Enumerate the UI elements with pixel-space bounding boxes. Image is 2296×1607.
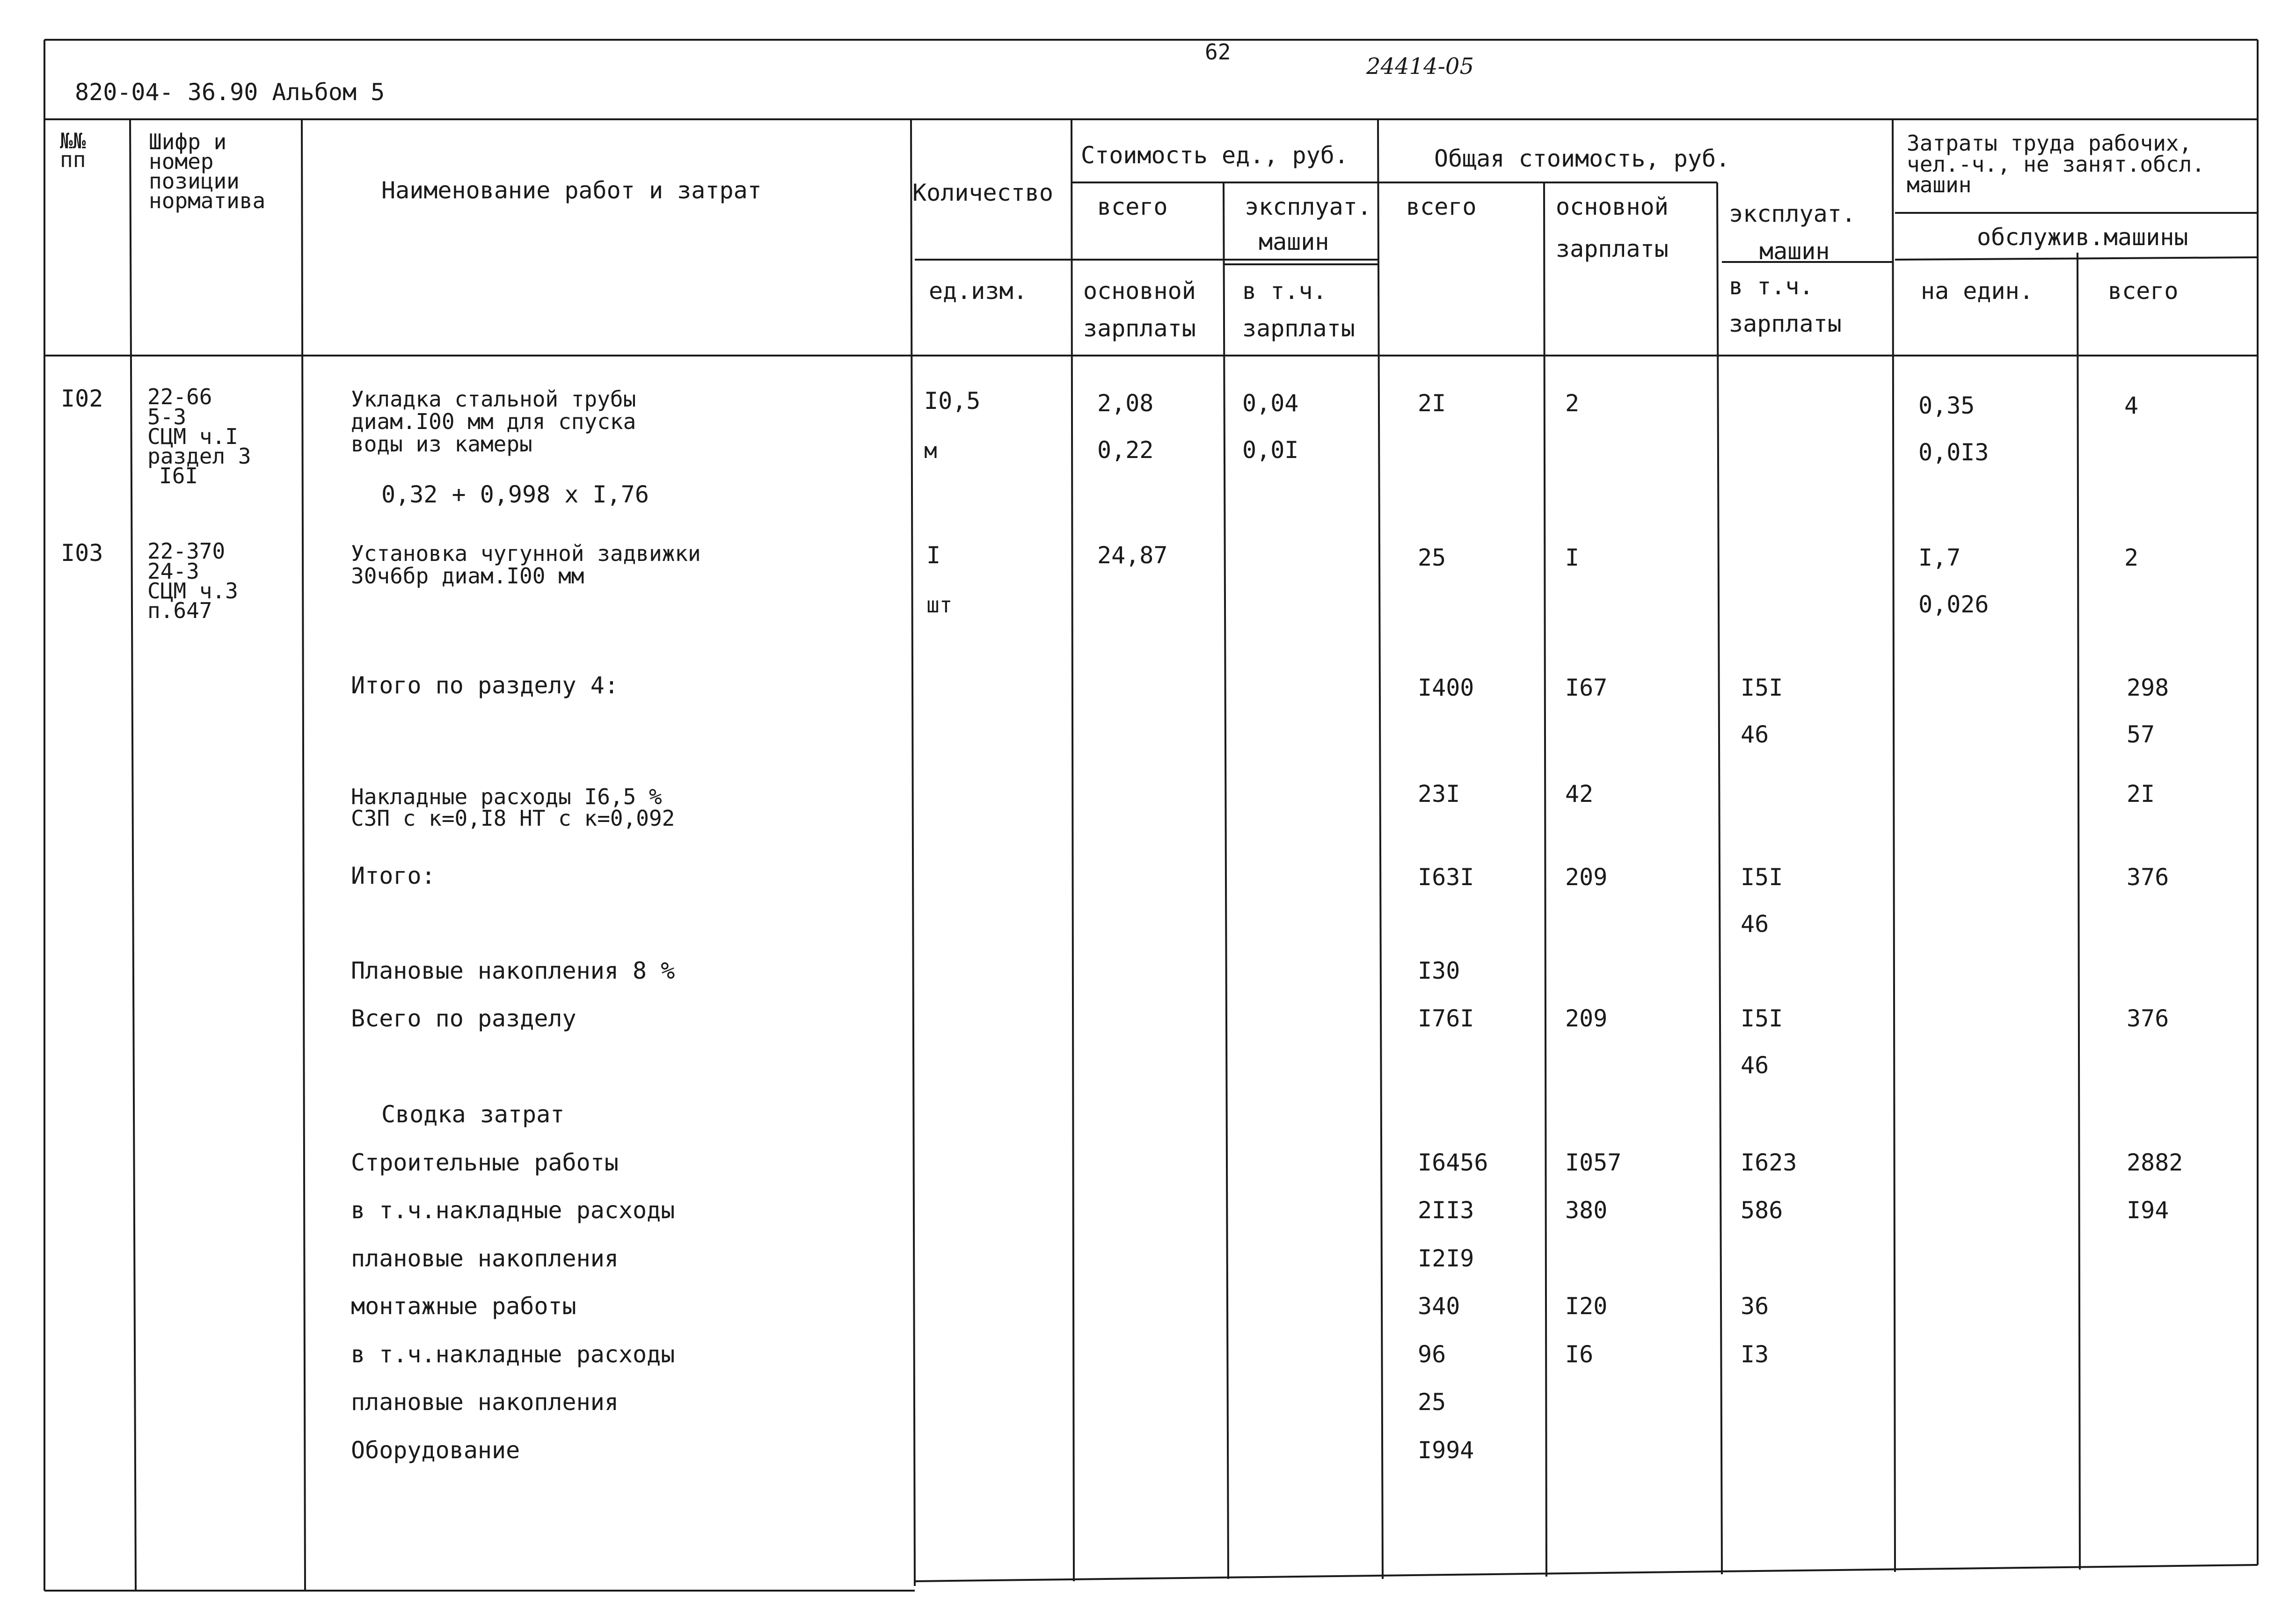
row-uc-mach: 0,04 [1242, 390, 1299, 417]
summary-mach-wage: 46 [1741, 1052, 1769, 1079]
row-code: СЦМ ч.3 [147, 578, 238, 604]
header-uc-mach: машин [1259, 228, 1329, 255]
svodka-total: I6456 [1418, 1149, 1488, 1176]
summary-mach: I5I [1741, 864, 1783, 891]
header-labor: чел.-ч., не занят.обсл. [1907, 152, 2205, 177]
row-code: 22-370 [147, 538, 226, 564]
handwritten-code: 24414-05 [1366, 53, 1474, 80]
row-name: Укладка стальной трубы [351, 386, 636, 412]
summary-label: Итого: [351, 862, 436, 889]
summary-mach: I5I [1741, 674, 1783, 701]
svodka-total: 96 [1418, 1341, 1446, 1368]
row-tc-wage: 2 [1565, 390, 1580, 417]
header-tc-wage: основной [1556, 193, 1669, 220]
row-unit: шт [926, 592, 953, 618]
svodka-mach: 36 [1741, 1293, 1769, 1320]
svodka-wage: I057 [1565, 1149, 1622, 1176]
header-labor-unit: на един. [1921, 277, 2034, 305]
row-name: диам.I00 мм для спуска [351, 409, 636, 434]
summary-total: I400 [1418, 674, 1474, 701]
header-uc-wage: основной [1083, 277, 1196, 305]
row-code: п.647 [147, 598, 212, 623]
summary-mach-wage: 46 [1741, 721, 1769, 748]
header-code: Шифр и [149, 129, 227, 154]
header-uc-mach: эксплуат. [1245, 193, 1371, 220]
header-labor-serv: обслужив.машины [1977, 224, 2188, 251]
summary-label: Накладные расходы I6,5 % [351, 784, 662, 809]
summary-labor: 376 [2127, 864, 2169, 891]
page-number: 62 [1205, 39, 1231, 65]
svodka-mach: I623 [1741, 1149, 1797, 1176]
svodka-label: плановые накопления [351, 1389, 619, 1416]
row-code: раздел 3 [147, 444, 251, 469]
summary-labor2: 57 [2127, 721, 2155, 748]
svodka-mach: 586 [1741, 1197, 1783, 1224]
row-uc-total: 2,08 [1097, 390, 1154, 417]
header-name: Наименование работ и затрат [381, 177, 762, 204]
summary-label: Итого по разделу 4: [351, 672, 619, 699]
header-total-cost: Общая стоимость, руб. [1434, 145, 1730, 172]
svodka-wage: I20 [1565, 1293, 1608, 1320]
summary-mach-wage: 46 [1741, 910, 1769, 938]
row-code: 24-3 [147, 559, 199, 584]
summary-total: 23I [1418, 780, 1460, 807]
svodka-wage: I6 [1565, 1341, 1594, 1368]
row-qty: I0,5 [924, 387, 981, 414]
header-uc-wage: зарплаты [1083, 315, 1196, 342]
row-code: I6I [159, 463, 198, 488]
summary-wage: 42 [1565, 780, 1594, 807]
header-labor-total: всего [2108, 277, 2179, 305]
header-qty: Количество [912, 179, 1054, 206]
header-num: пп [60, 147, 86, 172]
row-code: 5-3 [147, 404, 187, 429]
svodka-total: 2II3 [1418, 1197, 1474, 1224]
row-lab-unit: 0,35 [1918, 392, 1975, 419]
header-code: норматива [149, 188, 266, 213]
header-labor: машин [1907, 172, 1972, 197]
header-labor: Затраты труда рабочих, [1907, 131, 2192, 156]
row-name: воды из камеры [351, 431, 532, 457]
row-name: Установка чугунной задвижки [351, 541, 701, 566]
header-num: №№ [60, 128, 86, 153]
summary-label: Плановые накопления 8 % [351, 957, 675, 984]
summary-wage: I67 [1565, 674, 1608, 701]
row-lab-total: 4 [2124, 392, 2139, 419]
summary-label: Всего по разделу [351, 1005, 576, 1032]
svodka-total: 25 [1418, 1389, 1446, 1416]
header-uc-incl: в т.ч. [1242, 277, 1327, 305]
summary-wage: 209 [1565, 864, 1608, 891]
svodka-label: монтажные работы [351, 1293, 576, 1320]
summary-labor: 298 [2127, 674, 2169, 701]
row-name: 30ч6бр диам.I00 мм [351, 563, 584, 589]
row-num: I03 [61, 539, 103, 567]
svodka-label: Строительные работы [351, 1149, 619, 1176]
summary-label: СЗП с к=0,I8 НТ с к=0,092 [351, 806, 675, 831]
doc-code: 820-04- 36.90 Альбом 5 [75, 79, 385, 106]
row-qty: I [926, 542, 941, 569]
summary-total: I30 [1418, 957, 1460, 984]
row-formula: 0,32 + 0,998 x I,76 [381, 481, 649, 508]
header-uc-incl: зарплаты [1242, 315, 1355, 342]
row-tc-total: 25 [1418, 544, 1446, 571]
row-uc-total: 24,87 [1097, 542, 1168, 569]
svodka-wage: 380 [1565, 1197, 1608, 1224]
svodka-labor: 2882 [2127, 1149, 2183, 1176]
header-tc-incl: в т.ч. [1729, 273, 1814, 300]
header-tc-mach: эксплуат. [1729, 200, 1856, 227]
row-num: I02 [61, 385, 103, 412]
summary-labor: 2I [2127, 780, 2155, 807]
row-code: СЦМ ч.I [147, 424, 238, 449]
svodka-mach: I3 [1741, 1341, 1769, 1368]
header-code: позиции [149, 168, 240, 194]
svodka-label: плановые накопления [351, 1245, 619, 1272]
svodka-title: Сводка затрат [381, 1101, 565, 1128]
summary-wage: 209 [1565, 1005, 1608, 1032]
row-uc-incl: 0,0I [1242, 436, 1299, 464]
svodka-label: в т.ч.накладные расходы [351, 1197, 675, 1224]
header-unit: ед.изм. [929, 277, 1028, 305]
row-uc-wage: 0,22 [1097, 436, 1154, 464]
row-lab-total: 2 [2124, 544, 2139, 571]
row-lab-unit2: 0,0I3 [1918, 439, 1989, 466]
header-unit-cost: Стоимость ед., руб. [1081, 142, 1348, 169]
row-lab-unit: I,7 [1918, 544, 1961, 571]
svodka-total: I2I9 [1418, 1245, 1474, 1272]
summary-mach: I5I [1741, 1005, 1783, 1032]
svodka-labor: I94 [2127, 1197, 2169, 1224]
svodka-label: Оборудование [351, 1437, 520, 1464]
summary-total: I76I [1418, 1005, 1474, 1032]
svodka-total: 340 [1418, 1293, 1460, 1320]
svodka-total: I994 [1418, 1437, 1474, 1464]
header-tc-mach: машин [1759, 238, 1830, 265]
header-code: номер [149, 149, 214, 174]
svodka-label: в т.ч.накладные расходы [351, 1341, 675, 1368]
header-tc-wage: зарплаты [1556, 235, 1669, 262]
header-tc-total: всего [1406, 193, 1477, 220]
row-lab-unit2: 0,026 [1918, 591, 1989, 618]
row-tc-total: 2I [1418, 390, 1446, 417]
summary-total: I63I [1418, 864, 1474, 891]
header-uc-total: всего [1097, 193, 1168, 220]
header-tc-incl: зарплаты [1729, 310, 1842, 337]
summary-labor: 376 [2127, 1005, 2169, 1032]
row-code: 22-66 [147, 384, 212, 409]
row-tc-wage: I [1565, 544, 1580, 571]
row-unit: м [924, 438, 937, 463]
